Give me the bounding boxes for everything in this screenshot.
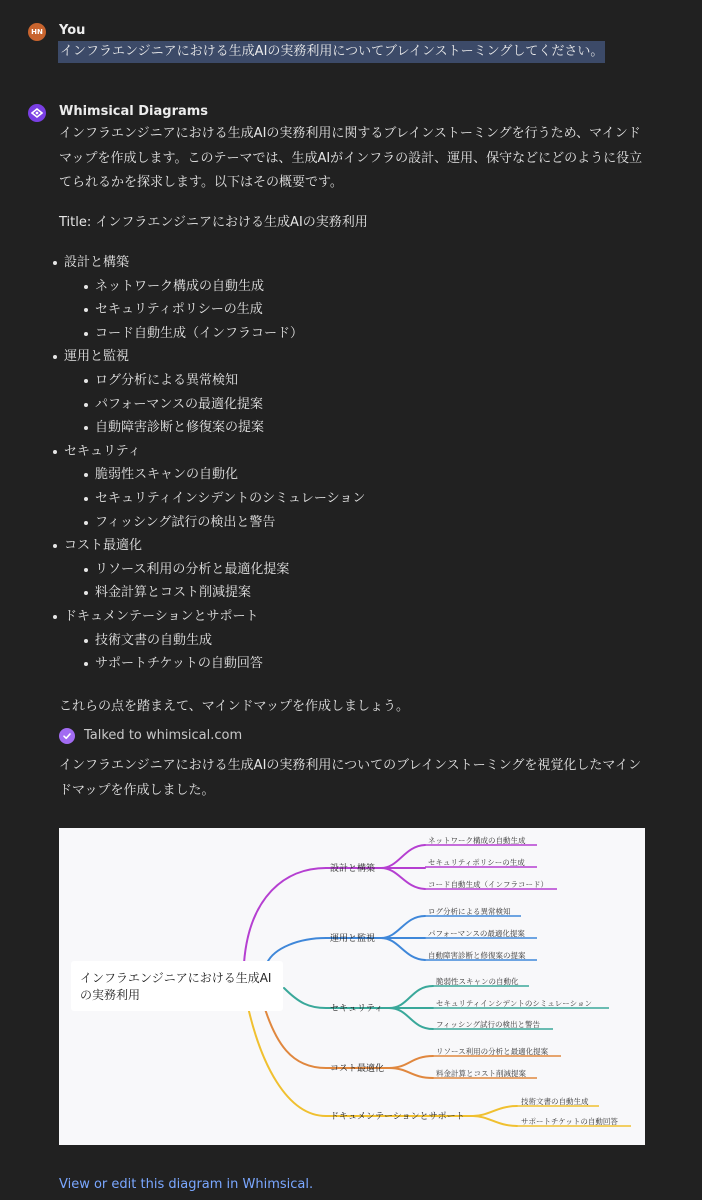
user-message: インフラエンジニアにおける生成AIの実務利用についてブレインストーミングしてください。 [58,41,605,63]
outline-item: 料金計算とコスト削減提案 [95,585,252,601]
outline-sub-bullet-icon [84,662,88,666]
outline-sub-bullet-icon [84,332,88,336]
mindmap-leaf: フィッシング試行の検出と警告 [436,1020,541,1029]
user-name: You [59,23,86,38]
outline-item: サポートチケットの自動回答 [95,656,263,672]
outline-bullet-icon [53,450,57,454]
outline-bullet-icon [53,615,57,619]
whimsical-diagram-link[interactable]: View or edit this diagram in Whimsical. [59,1177,314,1192]
mindmap-svg [59,828,645,1145]
mindmap-leaf: 自動障害診断と修復案の提案 [428,951,526,960]
mindmap-leaf: 技術文書の自動生成 [521,1097,589,1106]
outline-item: 脆弱性スキャンの自動化 [95,467,239,483]
outline-sub-bullet-icon [84,379,88,383]
mindmap-branch: コスト最適化 [330,1064,385,1074]
outline-section: セキュリティ [64,443,141,459]
title-line: Title: インフラエンジニアにおける生成AIの実務利用 [59,215,368,230]
mindmap-leaf: リソース利用の分析と最適化提案 [436,1047,549,1056]
assistant-intro: インフラエンジニアにおける生成AIの実務利用に関するブレインストーミングを行うため、マインドマップを作成します。このテーマでは、生成AIがインフラの設計、運用、保守などにどのように役立てられるかを探求します。以下はその概要です。 [59,126,643,190]
mindmap-leaf: 脆弱性スキャンの自動化 [436,977,519,986]
outline-item: ネットワーク構成の自動生成 [95,278,265,294]
outline-item: フィッシング試行の検出と警告 [95,514,276,530]
outline-bullet-icon [53,355,57,359]
outline-item: パフォーマンスの最適化提案 [95,396,263,412]
outline-bullet-icon [53,544,57,548]
closing-text: これらの点を踏まえて、マインドマップを作成しましょう。 [59,699,409,714]
mindmap-root-line-2: の実務利用 [80,988,141,1002]
mindmap-diagram[interactable] [59,828,645,1145]
mindmap-leaf: セキュリティインシデントのシミュレーション [436,999,592,1008]
outline-sub-bullet-icon [84,285,88,289]
mindmap-leaf: 料金計算とコスト削減提案 [436,1069,526,1078]
user-avatar [28,23,46,41]
outline-item: コード自動生成（インフラコード） [95,325,304,341]
assistant-name: Whimsical Diagrams [59,104,209,119]
outline-item: 自動障害診断と修復案の提案 [95,420,265,436]
outline-section: ドキュメンテーションとサポート [64,609,259,624]
mindmap-leaf: ネットワーク構成の自動生成 [428,836,526,845]
outline-item: セキュリティインシデントのシミュレーション [95,491,366,506]
outline-sub-bullet-icon [84,591,88,595]
whimsical-logo-icon [31,107,43,119]
outline-item: ログ分析による異常検知 [95,373,239,388]
outline-sub-bullet-icon [84,521,88,525]
outline-sub-bullet-icon [84,568,88,572]
mindmap-root-node [71,961,283,1011]
check-icon [59,728,75,744]
outline-sub-bullet-icon [84,497,88,501]
result-text: インフラエンジニアにおける生成AIの実務利用についてのブレインストーミングを視覚化したマインドマップを作成しました。 [59,758,642,798]
mindmap-leaf: ログ分析による異常検知 [428,907,511,916]
tool-status[interactable]: Talked to whimsical.com [84,728,243,743]
mindmap-leaf: コード自動生成（インフラコード） [428,880,548,889]
outline-section: コスト最適化 [64,538,143,554]
outline-sub-bullet-icon [84,473,88,477]
user-avatar-initials: HN [31,28,43,36]
outline-sub-bullet-icon [84,426,88,430]
outline-section: 設計と構築 [64,255,130,270]
outline-item: 技術文書の自動生成 [95,632,213,648]
mindmap-leaf: サポートチケットの自動回答 [521,1117,618,1126]
mindmap-root-line-1: インフラエンジニアにおける生成AI [80,971,272,985]
mindmap-leaf: パフォーマンスの最適化提案 [428,929,525,938]
outline-sub-bullet-icon [84,308,88,312]
mindmap-branch: セキュリティ [330,1004,384,1014]
mindmap-branch: ドキュメンテーションとサポート [330,1112,465,1122]
outline-sub-bullet-icon [84,639,88,643]
outline-section: 運用と監視 [64,349,130,365]
mindmap-branch: 設計と構築 [330,864,376,874]
mindmap-branch: 運用と監視 [330,934,376,944]
outline-item: リソース利用の分析と最適化提案 [95,561,290,577]
outline-bullet-icon [53,261,57,265]
whimsical-avatar [28,104,46,122]
mindmap-leaf: セキュリティポリシーの生成 [428,858,525,867]
outline-item: セキュリティポリシーの生成 [95,302,263,318]
outline-sub-bullet-icon [84,403,88,407]
